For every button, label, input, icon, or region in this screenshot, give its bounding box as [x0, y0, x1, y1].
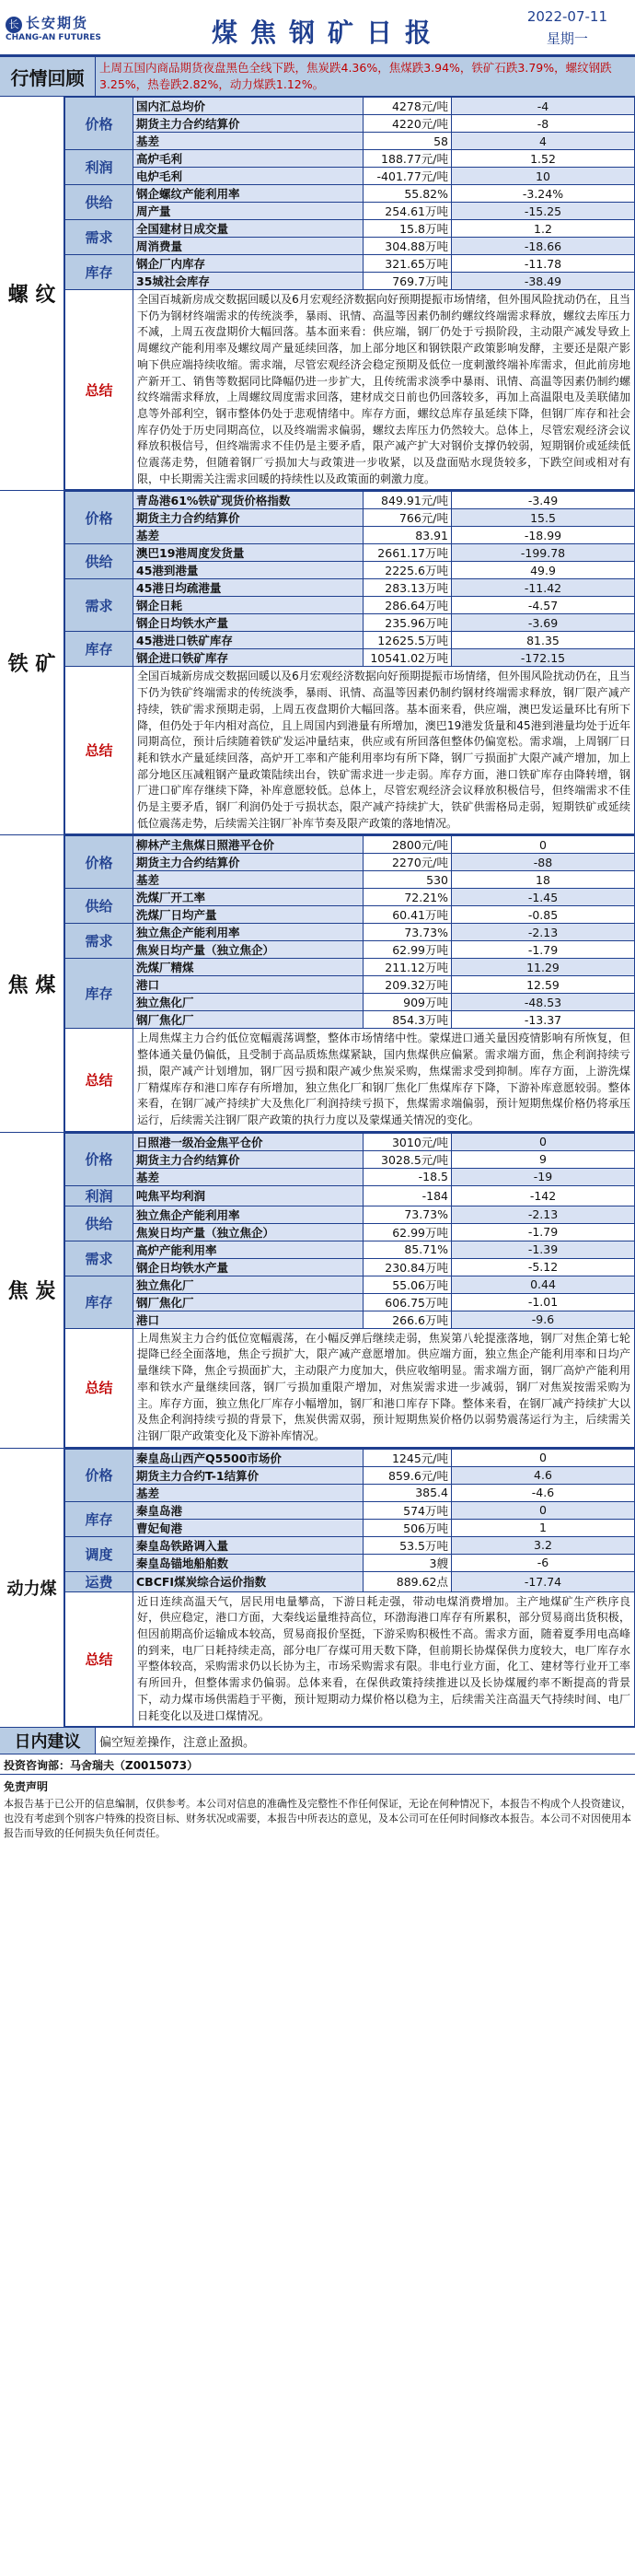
indicator-name: 秦皇岛铁路调入量: [133, 1536, 364, 1554]
table-row: [65, 976, 635, 994]
indicator-name: 高炉毛利: [133, 150, 364, 168]
table-row: [65, 1185, 635, 1206]
row-group-label: 供给: [65, 889, 133, 924]
indicator-change: -11.78: [452, 255, 635, 273]
indicator-change: -6: [452, 1554, 635, 1571]
indicator-value: 2270元/吨: [364, 854, 452, 871]
indicator-change: -17.74: [452, 1571, 635, 1591]
indicator-change: 4.6: [452, 1466, 635, 1484]
table-row: [65, 1571, 635, 1591]
indicator-name: 45港到港量: [133, 562, 364, 579]
row-group-label: 供给: [65, 1206, 133, 1241]
indicator-change: -18.99: [452, 527, 635, 544]
thermal-section-body: [64, 1449, 635, 1728]
table-row: [65, 1484, 635, 1501]
table-row: [65, 220, 635, 238]
indicator-value: 606.75万吨: [364, 1293, 452, 1311]
indicator-value: 321.65万吨: [364, 255, 452, 273]
table-row: [65, 941, 635, 959]
rebar-summary-row: [65, 290, 635, 490]
indicator-value: 3010元/吨: [364, 1133, 452, 1150]
indicator-value: 1245元/吨: [364, 1449, 452, 1466]
indicator-value: 58: [364, 133, 452, 150]
table-row: [65, 492, 635, 509]
table-row: [65, 203, 635, 220]
row-group-label: 供给: [65, 185, 133, 220]
table-row: [65, 98, 635, 115]
iron-summary-text: 全国百城新房成交数据回暖以及6月宏观经济数据向好预期提振市场情绪，但外围风险扰动仍在，且当下仍为铁矿终端需求的传统淡季，暴雨、讯情、高温等因素仍制约钢材终端需求释放，钢厂限产减产持续，铁矿需求预期走弱，上周五夜盘期价大幅回落。基本面来看，供应端，澳巴发运量环比有所下降，但仍处于年内相对高位，且上周国内到港量有所增加，澳巴19港发货量和45港到港量均处于近年同期高位，预计后续随着铁矿发运冲量结束，供应或有所回落但整体仍偏宽松。需求端，上周钢厂日耗和铁水产量延续回落，高炉开工率和产能利用率均有所下降，钢厂亏损面扩大限产减产增加，加上部分地区压减粗钢产量政策陆续出台，铁矿需求进一步走弱。库存方面，港口铁矿库存由降转增，钢厂进口矿库存继续下降，补库意愿较低。总体上，尽管宏观经济会议释放积极信号，但终端需求不佳仍是主要矛盾，钢厂利润仍处于亏损状态，限产减产持续扩大，铁矿供需格局走弱，短期铁矿或延续低位震荡走势，后续需关注钢厂补库节奏及限产政策的落地情况。: [133, 667, 635, 834]
indicator-change: -0.85: [452, 906, 635, 924]
summary-label: 总结: [65, 667, 133, 834]
indicator-change: 10: [452, 168, 635, 185]
row-group-label: 需求: [65, 1241, 133, 1276]
indicator-change: -2.13: [452, 924, 635, 941]
indicator-name: 独立焦企产能利用率: [133, 924, 364, 941]
indicator-value: 304.88万吨: [364, 238, 452, 255]
indicator-change: -172.15: [452, 649, 635, 667]
indicator-change: -3.69: [452, 614, 635, 632]
indicator-value: 530: [364, 871, 452, 889]
indicator-name: 独立焦化厂: [133, 1276, 364, 1293]
indicator-name: 期货主力合约结算价: [133, 854, 364, 871]
table-row: [65, 836, 635, 854]
rebar-section-label: 螺 纹: [0, 97, 64, 490]
row-group-label: 库存: [65, 632, 133, 667]
indicator-name: 秦皇岛锚地船舶数: [133, 1554, 364, 1571]
disclaimer-title: 免责声明: [4, 1780, 49, 1794]
indicator-change: -3.24%: [452, 185, 635, 203]
thermal-section: [0, 1449, 635, 1729]
disclaimer-text: 本报告基于已公开的信息编制，仅供参考。本公司对信息的准确性及完整性不作任何保证，无论在何种情况下，本报告不构成个人投资建议，也没有考虑到个别客户特殊的投资目标、财务状况或需要，本报告中所表达的意见，及本公司可在任何时间修改本报告。本公司不对因使用本报告而导致的任何损失负任何责任。: [4, 1798, 631, 1840]
indicator-name: 基差: [133, 527, 364, 544]
indicator-value: 769.7万吨: [364, 273, 452, 290]
indicator-value: 73.73%: [364, 1206, 452, 1223]
indicator-change: -11.42: [452, 579, 635, 597]
indicator-value: 3028.5元/吨: [364, 1150, 452, 1168]
row-group-label: 库存: [65, 1501, 133, 1536]
indicator-name: 钢厂焦化厂: [133, 1011, 364, 1029]
indicator-change: 3.2: [452, 1536, 635, 1554]
indicator-name: 钢企日均铁水产量: [133, 614, 364, 632]
iron-section: [0, 491, 635, 835]
indicator-change: -13.37: [452, 1011, 635, 1029]
row-group-label: 库存: [65, 1276, 133, 1328]
summary-label: 总结: [65, 1328, 133, 1447]
table-row: [65, 579, 635, 597]
indicator-value: 62.99万吨: [364, 1223, 452, 1241]
indicator-name: 独立焦企产能利用率: [133, 1206, 364, 1223]
indicator-change: 0: [452, 836, 635, 854]
coke-section-label: 焦 煤: [0, 835, 64, 1131]
indicator-change: 1.2: [452, 220, 635, 238]
company-logo: [6, 4, 144, 52]
indicator-name: 钢企日耗: [133, 597, 364, 614]
indicator-value: 235.96万吨: [364, 614, 452, 632]
row-group-label: 需求: [65, 220, 133, 255]
table-row: [65, 1223, 635, 1241]
table-row: [65, 527, 635, 544]
indicator-name: 钢企进口铁矿库存: [133, 649, 364, 667]
table-row: [65, 562, 635, 579]
table-row: [65, 115, 635, 133]
thermal-summary-row: [65, 1591, 635, 1727]
report-date-box: [527, 6, 607, 50]
summary-label: 总结: [65, 1029, 133, 1131]
indicator-name: 钢厂焦化厂: [133, 1293, 364, 1311]
indicator-value: 506万吨: [364, 1519, 452, 1536]
row-group-label: 利润: [65, 1185, 133, 1206]
logo-icon: 长: [6, 17, 22, 33]
indicator-name: 日照港一级冶金焦平仓价: [133, 1133, 364, 1150]
indicator-value: 73.73%: [364, 924, 452, 941]
indicator-change: -88: [452, 854, 635, 871]
rebar-section-body: [64, 97, 635, 490]
table-row: [65, 150, 635, 168]
table-row: [65, 1241, 635, 1258]
rebar-section: [0, 97, 635, 491]
indicator-name: 青岛港61%铁矿现货价格指数: [133, 492, 364, 509]
table-row: [65, 1011, 635, 1029]
indicator-change: 15.5: [452, 509, 635, 527]
indicator-value: 859.6元/吨: [364, 1466, 452, 1484]
table-row: [65, 1258, 635, 1276]
indicator-name: 35城社会库存: [133, 273, 364, 290]
indicator-change: -8: [452, 115, 635, 133]
coke-summary-row: [65, 1029, 635, 1131]
indicator-value: 55.82%: [364, 185, 452, 203]
indicator-change: 0.44: [452, 1276, 635, 1293]
indicator-change: -199.78: [452, 544, 635, 562]
coal-summary-text: 上周焦炭主力合约低位宽幅震荡，在小幅反弹后继续走弱，焦炭第八轮提涨落地，钢厂对焦企第七轮提降已经全面落地，焦企亏损扩大，限产减产意愿增加。供应端方面，独立焦企产能利用率和日均产量继续下降，焦企亏损面扩大，主动限产力度加大，供应收缩明显。需求端方面，钢厂高炉产能利用率和铁水产量继续回落，钢厂亏损加重限产增加，对焦炭需求进一步减弱，钢厂对焦炭按需采购为主。库存方面，独立焦化厂库存小幅增加，钢厂和港口库存下降。整体来看，在钢厂减产持续扩大以及焦企利润持续亏损的背景下，焦炭供需双弱，预计短期焦炭价格仍以弱势震荡运行为主，后续需关注钢厂限产政策变化及下游补库情况。: [133, 1328, 635, 1447]
rebar-summary-text: 全国百城新房成交数据回暖以及6月宏观经济数据向好预期提振市场情绪，但外围风险扰动仍在，且当下仍为钢材终端需求的传统淡季，暴雨、讯情、高温等因素仍制约螺纹终端需求释放，螺纹去库压力不减，上周五夜盘期价大幅回落。基本面来看：供应端，钢厂仍处于亏损阶段，主动限产减发导致上周螺纹产能利用率及螺纹周产量延续回落，加上部分地区和钢铁限产政策影响发酵，主要还是限产影响下供应端持续收缩。需求端，尽管宏观经济会稳定预期及低位一度刺激终端补库需求，但此前房地产新开工、销售等数据同比降幅仍进一步扩大，且传统需求淡季中暴雨、讯情、高温等因素仍制约螺纹终端需求释放，上周螺纹周度需求回落，建材成交日前也仍回落较多，再加上高温限电及美联储加息等外部利空，钢市整体仍处于悲观情绪中。库存方面，螺纹总库存虽延续下降，但钢厂库存和社会库存仍处于历史同期高位，以及终端需求偏弱，螺纹去库压力仍然较大。总体上，尽管宏观经济会议释放积极信号，但终端需求不佳仍是主要矛盾，限产减产扩大对钢价支撑仍较弱，短期钢价或延续低位震荡走势，但随着钢厂亏损加大与政策进一步收紧，以及盘面贴水现货较多，下跌空间或相对有限，中长期需关注需求回暖的持续性以及政策面的刺激力度。: [133, 290, 635, 490]
indicator-change: 4: [452, 133, 635, 150]
table-row: [65, 1206, 635, 1223]
logo-cn-text: 长安期货: [26, 14, 89, 31]
summary-label: 总结: [65, 290, 133, 490]
logo-en-text: CHANG-AN FUTURES: [6, 32, 101, 42]
indicator-value: 85.71%: [364, 1241, 452, 1258]
indicator-value: 10541.02万吨: [364, 649, 452, 667]
indicator-change: -19: [452, 1168, 635, 1185]
table-row: [65, 924, 635, 941]
row-group-label: 库存: [65, 959, 133, 1029]
table-row: [65, 168, 635, 185]
table-row: [65, 185, 635, 203]
table-row: [65, 1554, 635, 1571]
indicator-name: 国内汇总均价: [133, 98, 364, 115]
indicator-name: 45港进口铁矿库存: [133, 632, 364, 649]
indicator-change: -4.6: [452, 1484, 635, 1501]
indicator-change: 11.29: [452, 959, 635, 976]
table-row: [65, 889, 635, 906]
indicator-value: 283.13万吨: [364, 579, 452, 597]
indicator-change: -1.01: [452, 1293, 635, 1311]
table-row: [65, 994, 635, 1011]
sections-container: [0, 97, 635, 1728]
indicator-value: 4278元/吨: [364, 98, 452, 115]
market-review: [0, 57, 635, 97]
indicator-change: 81.35: [452, 632, 635, 649]
indicator-change: -1.39: [452, 1241, 635, 1258]
table-row: [65, 1536, 635, 1554]
indicator-change: -48.53: [452, 994, 635, 1011]
indicator-name: 周消费量: [133, 238, 364, 255]
indicator-value: 211.12万吨: [364, 959, 452, 976]
indicator-value: 849.91元/吨: [364, 492, 452, 509]
thermal-summary-text: 近日连续高温天气，居民用电量攀高，下游日耗走强，带动电煤消费增加。主产地煤矿生产秩序良好，供应稳定，港口方面，大秦线运量维持高位，环渤海港口库存有所累积，部分贸易商出货积极，但因前期高价运输成本较高，贸易商报价坚挺，下游采购积极性不高。需求方面，随着夏季用电高峰的到来，电厂日耗持续走高，部分电厂存煤可用天数下降，但前期长协煤保供力度较大，电厂库存水平整体较高，采购需求仍以长协为主，市场采购需求有限。非电行业方面，化工、建材等行业开工率有所回升，但整体需求仍偏弱。总体来看，在保供政策持续推进以及长协煤履约率不断提高的背景下，动力煤市场供需趋于平衡，预计短期动力煤价格以稳为主，后续需关注高温天气持续时间、电厂日耗变化以及进口煤情况。: [133, 1591, 635, 1727]
indicator-name: 全国建材日成交量: [133, 220, 364, 238]
indicator-change: -18.66: [452, 238, 635, 255]
table-row: [65, 614, 635, 632]
indicator-change: -142: [452, 1185, 635, 1206]
table-row: [65, 632, 635, 649]
indicator-value: 2661.17万吨: [364, 544, 452, 562]
indicator-value: 286.64万吨: [364, 597, 452, 614]
table-row: [65, 1133, 635, 1150]
indicator-value: 209.32万吨: [364, 976, 452, 994]
row-group-label: 价格: [65, 1449, 133, 1501]
report-weekday: 星期一: [546, 30, 588, 47]
indicator-name: 基差: [133, 133, 364, 150]
indicator-change: -4.57: [452, 597, 635, 614]
row-group-label: 库存: [65, 255, 133, 290]
coke-summary-text: 上周焦煤主力合约低位宽幅震荡调整，整体市场情绪中性。蒙煤进口通关量因疫情影响有所恢复，但整体通关量仍偏低，且受制于高品质炼焦煤紧缺，国内焦煤供应偏紧。需求端方面，焦企利润持续亏损，限产减产计划增加，钢厂因亏损和限产减少焦炭采购，焦煤需求受到抑制。库存方面，上游洗煤厂精煤库存和港口库存有所增加，独立焦化厂和钢厂焦化厂焦煤库存下降，下游补库意愿较弱。整体来看，在钢厂减产持续扩大及焦化厂利润持续亏损下，焦煤需求端偏弱，预计短期焦煤价格仍将承压运行，后续需关注钢厂限产政策的执行力度以及蒙煤通关情况的变化。: [133, 1029, 635, 1131]
indicator-name: 周产量: [133, 203, 364, 220]
indicator-change: -4: [452, 98, 635, 115]
indicator-change: 1: [452, 1519, 635, 1536]
indicator-value: 266.6万吨: [364, 1311, 452, 1328]
iron-data-table: [64, 491, 635, 834]
table-row: [65, 133, 635, 150]
row-group-label: 调度: [65, 1536, 133, 1571]
indicator-change: 49.9: [452, 562, 635, 579]
coal-section-label: 焦 炭: [0, 1133, 64, 1448]
row-group-label: 价格: [65, 1133, 133, 1185]
indicator-value: 909万吨: [364, 994, 452, 1011]
indicator-change: 0: [452, 1133, 635, 1150]
table-row: [65, 1276, 635, 1293]
indicator-change: 1.52: [452, 150, 635, 168]
indicator-change: 18: [452, 871, 635, 889]
coal-summary-row: [65, 1328, 635, 1447]
row-group-label: 价格: [65, 836, 133, 889]
indicator-name: 期货主力合约结算价: [133, 509, 364, 527]
coal-data-table: [64, 1133, 635, 1448]
iron-section-label: 铁 矿: [0, 491, 64, 834]
indicator-name: 柳林产主焦煤日照港平仓价: [133, 836, 364, 854]
indicator-value: 188.77元/吨: [364, 150, 452, 168]
indicator-value: 254.61万吨: [364, 203, 452, 220]
indicator-value: -18.5: [364, 1168, 452, 1185]
row-group-label: 价格: [65, 98, 133, 150]
market-review-text: 上周五国内商品期货夜盘黑色全线下跌，焦炭跌4.36%，焦煤跌3.94%，铁矿石跌3.79%，螺纹钢跌3.25%，热卷跌2.82%，动力煤跌1.12%。: [99, 61, 612, 91]
indicator-value: 230.84万吨: [364, 1258, 452, 1276]
indicator-change: 0: [452, 1449, 635, 1466]
summary-label: 总结: [65, 1591, 133, 1727]
indicator-name: 焦炭日均产量（独立焦企）: [133, 941, 364, 959]
indicator-name: CBCFI煤炭综合运价指数: [133, 1571, 364, 1591]
indicator-value: 83.91: [364, 527, 452, 544]
table-row: [65, 509, 635, 527]
indicator-name: 电炉毛利: [133, 168, 364, 185]
table-row: [65, 1311, 635, 1328]
indicator-value: 854.3万吨: [364, 1011, 452, 1029]
indicator-name: 钢企日均铁水产量: [133, 1258, 364, 1276]
iron-section-body: [64, 491, 635, 834]
coal-section-body: [64, 1133, 635, 1448]
indicator-name: 期货主力合约结算价: [133, 1150, 364, 1168]
indicator-name: 钢企厂内库存: [133, 255, 364, 273]
indicator-change: -1.45: [452, 889, 635, 906]
indicator-change: 9: [452, 1150, 635, 1168]
indicator-name: 高炉产能利用率: [133, 1241, 364, 1258]
indicator-change: -15.25: [452, 203, 635, 220]
indicator-value: 3艘: [364, 1554, 452, 1571]
indicator-change: -3.49: [452, 492, 635, 509]
table-row: [65, 255, 635, 273]
indicator-name: 基差: [133, 1168, 364, 1185]
row-group-label: 价格: [65, 492, 133, 544]
indicator-value: 15.8万吨: [364, 220, 452, 238]
table-row: [65, 544, 635, 562]
indicator-name: 洗煤厂精煤: [133, 959, 364, 976]
row-group-label: 需求: [65, 579, 133, 632]
indicator-value: -401.77元/吨: [364, 168, 452, 185]
indicator-value: 53.5万吨: [364, 1536, 452, 1554]
indicator-name: 基差: [133, 871, 364, 889]
table-row: [65, 854, 635, 871]
indicator-value: 55.06万吨: [364, 1276, 452, 1293]
indicator-change: -2.13: [452, 1206, 635, 1223]
table-row: [65, 1150, 635, 1168]
market-review-label: 行情回顾: [0, 57, 96, 96]
indicator-name: 秦皇岛山西产Q5500市场价: [133, 1449, 364, 1466]
table-row: [65, 871, 635, 889]
indicator-name: 洗煤厂开工率: [133, 889, 364, 906]
indicator-change: 0: [452, 1501, 635, 1519]
indicator-value: 12625.5万吨: [364, 632, 452, 649]
indicator-name: 独立焦化厂: [133, 994, 364, 1011]
indicator-value: 574万吨: [364, 1501, 452, 1519]
table-row: [65, 1466, 635, 1484]
row-group-label: 利润: [65, 150, 133, 185]
indicator-name: 澳巴19港周度发货量: [133, 544, 364, 562]
report-header: [0, 0, 635, 57]
indicator-change: -38.49: [452, 273, 635, 290]
indicator-value: 4220元/吨: [364, 115, 452, 133]
intraday-advice: [0, 1728, 635, 1754]
indicator-name: 基差: [133, 1484, 364, 1501]
coke-section-body: [64, 835, 635, 1131]
table-row: [65, 649, 635, 667]
table-row: [65, 1519, 635, 1536]
indicator-name: 秦皇岛港: [133, 1501, 364, 1519]
indicator-value: 2800元/吨: [364, 836, 452, 854]
row-group-label: 需求: [65, 924, 133, 959]
rebar-data-table: [64, 97, 635, 490]
indicator-value: -184: [364, 1185, 452, 1206]
indicator-name: 港口: [133, 976, 364, 994]
row-group-label: 运费: [65, 1571, 133, 1591]
advisor-line: 投资咨询部：马舍瑞夫（Z0015073）: [0, 1754, 635, 1775]
indicator-value: 72.21%: [364, 889, 452, 906]
indicator-value: 62.99万吨: [364, 941, 452, 959]
indicator-name: 期货主力合约T-1结算价: [133, 1466, 364, 1484]
thermal-section-label: 动力煤: [0, 1449, 64, 1728]
table-row: [65, 906, 635, 924]
report-date: 2022-07-11: [526, 8, 607, 25]
indicator-change: 12.59: [452, 976, 635, 994]
row-group-label: 供给: [65, 544, 133, 579]
table-row: [65, 597, 635, 614]
indicator-name: 洗煤厂日均产量: [133, 906, 364, 924]
iron-summary-row: [65, 667, 635, 834]
indicator-name: 曹妃甸港: [133, 1519, 364, 1536]
indicator-name: 期货主力合约结算价: [133, 115, 364, 133]
table-row: [65, 273, 635, 290]
intraday-advice-text: 偏空短差操作，注意止盈损。: [99, 1735, 256, 1750]
indicator-change: -5.12: [452, 1258, 635, 1276]
table-row: [65, 1501, 635, 1519]
coke-data-table: [64, 835, 635, 1131]
indicator-value: 766元/吨: [364, 509, 452, 527]
intraday-advice-label: 日内建议: [0, 1728, 96, 1754]
coal-section: [0, 1133, 635, 1449]
thermal-data-table: [64, 1449, 635, 1728]
indicator-name: 45港日均疏港量: [133, 579, 364, 597]
indicator-name: 焦炭日均产量（独立焦企）: [133, 1223, 364, 1241]
indicator-name: 钢企螺纹产能利用率: [133, 185, 364, 203]
indicator-value: 60.41万吨: [364, 906, 452, 924]
indicator-name: 吨焦平均利润: [133, 1185, 364, 1206]
table-row: [65, 1449, 635, 1466]
indicator-value: 889.62点: [364, 1571, 452, 1591]
table-row: [65, 1293, 635, 1311]
table-row: [65, 1168, 635, 1185]
table-row: [65, 238, 635, 255]
table-row: [65, 959, 635, 976]
report-title: 煤焦钢矿日报: [212, 17, 444, 48]
indicator-change: -1.79: [452, 941, 635, 959]
coke-section: [0, 835, 635, 1132]
indicator-value: 385.4: [364, 1484, 452, 1501]
indicator-value: 2225.6万吨: [364, 562, 452, 579]
indicator-change: -9.6: [452, 1311, 635, 1328]
indicator-name: 港口: [133, 1311, 364, 1328]
indicator-change: -1.79: [452, 1223, 635, 1241]
